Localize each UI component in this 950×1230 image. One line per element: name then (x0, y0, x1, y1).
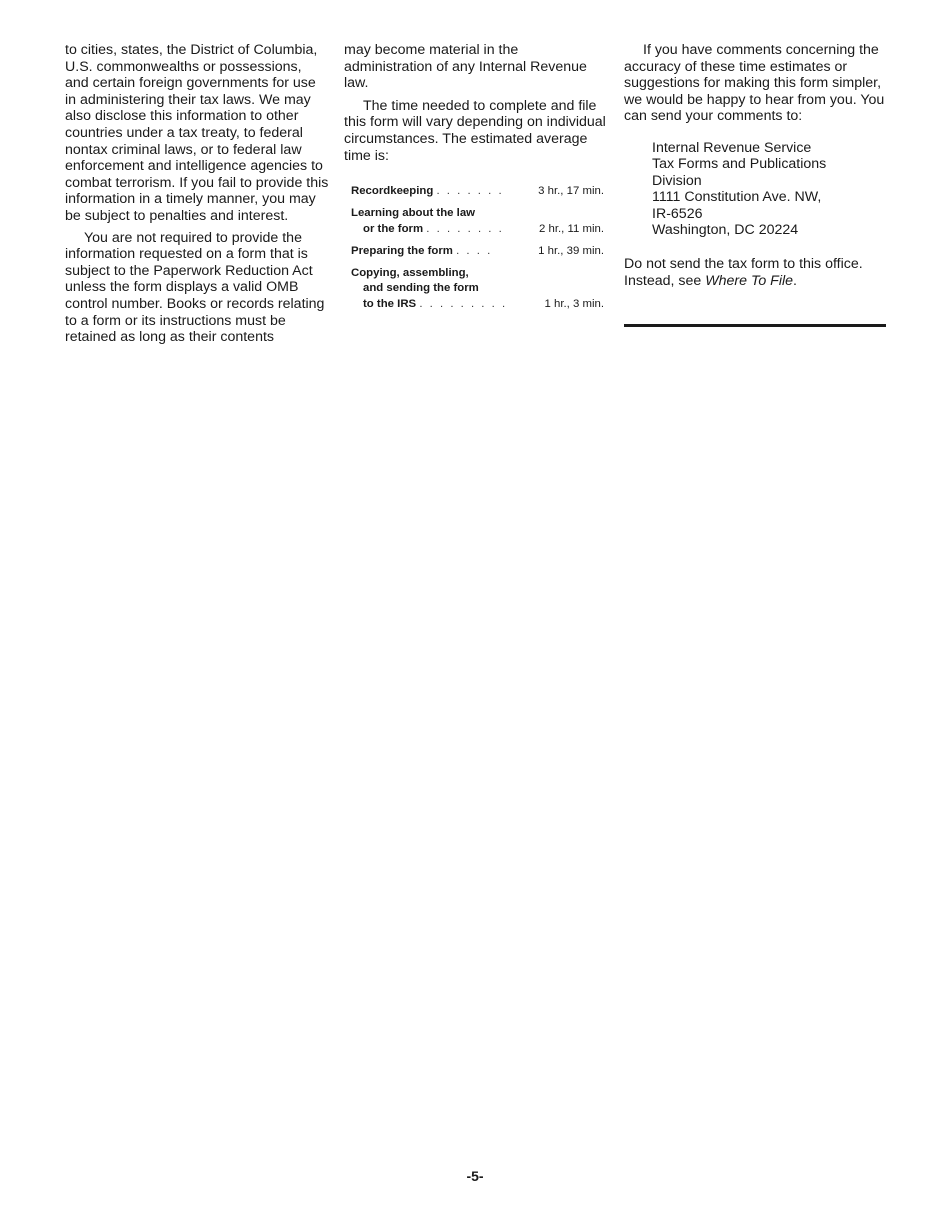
time-label-continued: and sending the form (363, 282, 479, 295)
privacy-paragraph: to cities, states, the District of Columbia, U.S. commonwealths or possessions, and certain foreign governments for use in administering their tax laws. We may also disclose this information to other countries under a tax treaty, to federal nontax criminal laws, or to federal law enforcement and intelligence agencies to combat terrorism. If you fail to provide this information in a timely manner, you may be subject to penalties and interest. (65, 42, 329, 224)
section-end-rule (624, 324, 886, 327)
mailing-address (624, 140, 886, 239)
leader-dots: . . . . . . . . (426, 222, 504, 235)
time-value: 1 hr., 3 min. (544, 297, 604, 310)
comments-paragraph: If you have comments concerning the accuracy of these time estimates or suggestions for making this form simpler, we would be happy to hear from you. You can send your comments to: (624, 42, 885, 125)
time-row-copying (351, 266, 604, 313)
do-not-send-paragraph (624, 256, 886, 289)
leader-dots: . . . . . . . . . (419, 297, 508, 310)
time-label: Recordkeeping (351, 185, 434, 198)
address-line: Tax Forms and Publications (652, 156, 827, 173)
time-value: 3 hr., 17 min. (538, 185, 604, 198)
period: . (793, 272, 797, 289)
column-right (624, 42, 886, 289)
leader-dots: . . . . . . . (436, 185, 504, 198)
address-line: Division (652, 172, 702, 189)
page-number: -5- (466, 1168, 484, 1184)
continuation-paragraph: may become material in the administration of any Internal Revenue law. (344, 42, 587, 92)
time-value: 2 hr., 11 min. (539, 222, 604, 235)
address-line: Washington, DC 20224 (652, 222, 799, 239)
address-line: Internal Revenue Service (652, 139, 812, 156)
time-value: 1 hr., 39 min. (538, 244, 604, 257)
column-middle (344, 42, 606, 319)
time-label: Copying, assembling, (351, 266, 469, 279)
paperwork-paragraph: You are not required to provide the information requested on a form that is subject to the Paperwork Reduction Act unless the form displays a valid OMB control number. Books or records relating to a form or its instructions must be retained as long as their contents (65, 229, 325, 346)
where-to-file-reference: Where To File (705, 272, 794, 289)
do-not-send-text: Do not send the tax form to this office. Instead, see (624, 255, 863, 289)
time-row-recordkeeping (351, 184, 604, 200)
time-label-continued: or the form (363, 222, 424, 235)
time-estimates-table (351, 184, 604, 312)
time-label: Preparing the form (351, 244, 453, 257)
time-label-continued: to the IRS (363, 297, 417, 310)
address-line: IR-6526 (652, 205, 703, 222)
time-label: Learning about the law (351, 207, 476, 220)
address-line: 1111 Constitution Ave. NW, (652, 189, 822, 206)
column-left (65, 42, 329, 346)
time-needed-paragraph: The time needed to complete and file this form will vary depending on individual circumstances. The estimated average time is: (344, 97, 606, 164)
time-row-learning (351, 206, 604, 237)
time-row-preparing (351, 244, 604, 260)
leader-dots: . . . . (456, 244, 493, 257)
